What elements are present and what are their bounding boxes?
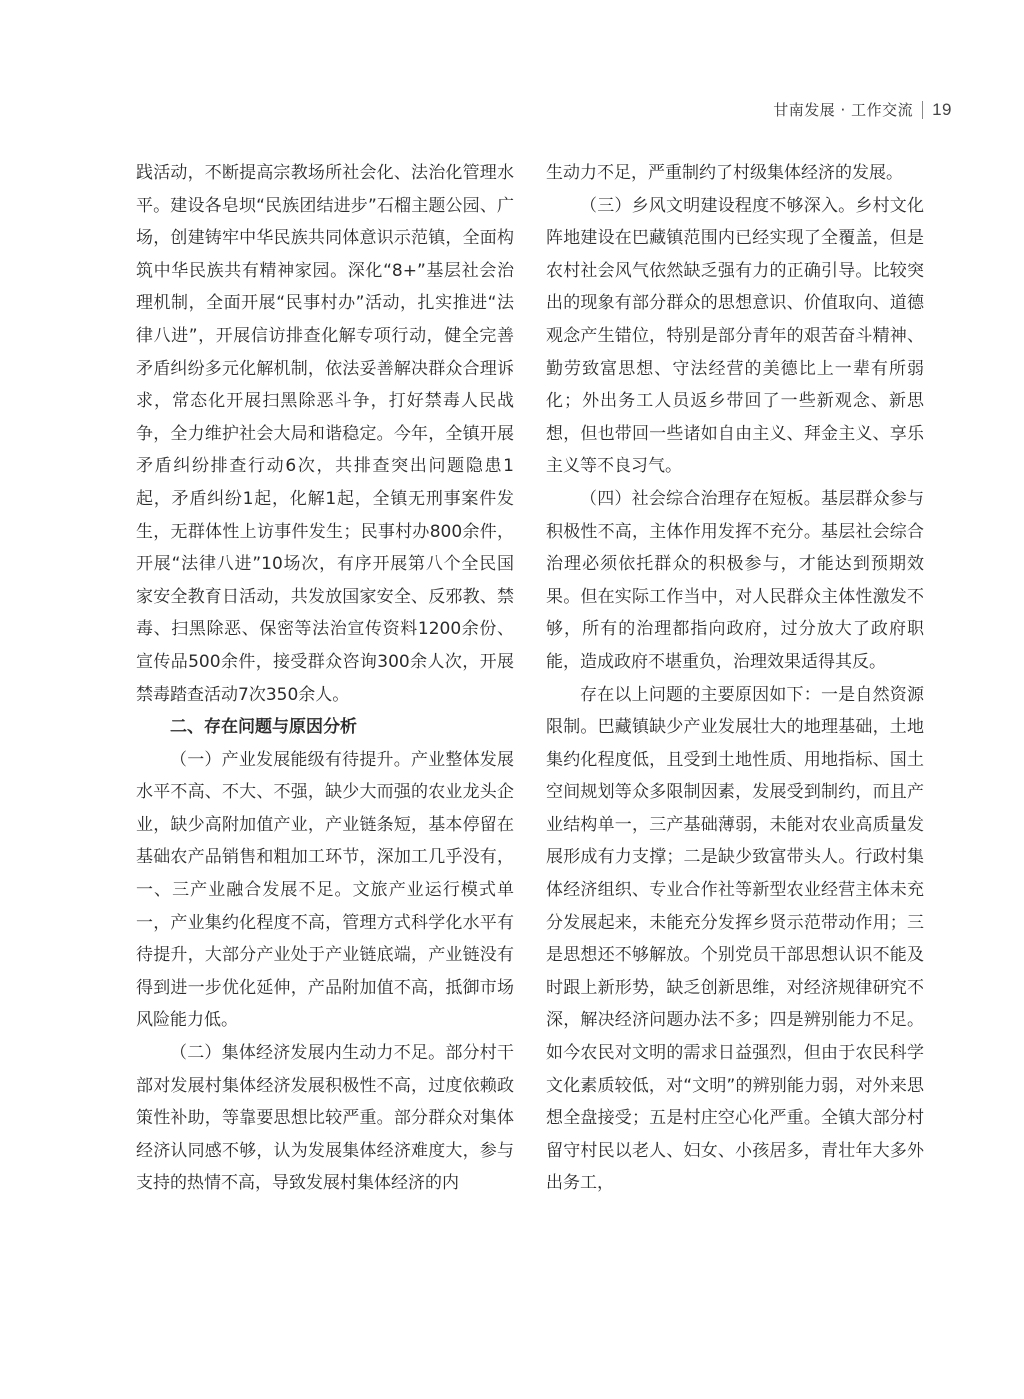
header-divider xyxy=(922,101,923,119)
paragraph: （二）集体经济发展内生动力不足。部分村干部对发展村集体经济发展积极性不高，过度依赖政策性补助，等靠要思想比较严重。部分群众对集体经济认同感不够，认为发展集体经济难度大，参与支持的热情不高，导致发展村集体经济的内 xyxy=(136,1043,514,1194)
running-header xyxy=(773,99,952,120)
right-column xyxy=(546,157,924,1200)
paragraph: （三）乡风文明建设程度不够深入。乡村文化阵地建设在巴藏镇范围内已经实现了全覆盖，但是农村社会风气依然缺乏强有力的正确引导。比较突出的现象有部分群众的思想意识、价值取向、道德观念产生错位，特别是部分青年的艰苦奋斗精神、勤劳致富思想、守法经营的美德比上一辈有所弱化；外出务工人员返乡带回了一些新观念、新思想，但也带回一些诸如自由主义、拜金主义、享乐主义等不良习气。 xyxy=(546,195,924,477)
paragraph: （四）社会综合治理存在短板。基层群众参与积极性不高，主体作用发挥不充分。基层社会综合治理必须依托群众的积极参与，才能达到预期效果。但在实际工作当中，对人民群众主体性激发不够，所有的治理都指向政府，过分放大了政府职能，造成政府不堪重负，治理效果适得其反。 xyxy=(546,488,924,672)
left-column xyxy=(136,157,514,1200)
section-title: 甘南发展 · 工作交流 xyxy=(773,101,914,119)
page-number: 19 xyxy=(932,99,952,119)
paragraph: 践活动，不断提高宗教场所社会化、法治化管理水平。建设各皂坝“民族团结进步”石榴主题公园、广场，创建铸牢中华民族共同体意识示范镇，全面构筑中华民族共有精神家园。深化“8+”基层社会治理机制，全面开展“民事村办”活动，扎实推进“法律八进”，开展信访排查化解专项行动，健全完善矛盾纠纷多元化解机制，依法妥善解决群众合理诉求，常态化开展扫黑除恶斗争，打好禁毒人民战争，全力维护社会大局和谐稳定。今年，全镇开展矛盾纠纷排查行动6次，共排查突出问题隐患1起，矛盾纠纷1起，化解1起，全镇无刑事案件发生，无群体性上访事件发生；民事村办800余件，开展“法律八进”10场次，有序开展第八个全民国家安全教育日活动，共发放国家安全、反邪教、禁毒、扫黑除恶、保密等法治宣传资料1200余份、宣传品500余件，接受群众咨询300余人次，开展禁毒踏查活动7次350余人。 xyxy=(136,163,514,705)
section-heading: 二、存在问题与原因分析 xyxy=(170,717,357,738)
paragraph: 存在以上问题的主要原因如下：一是自然资源限制。巴藏镇缺少产业发展壮大的地理基础，土地集约化程度低，且受到土地性质、用地指标、国土空间规划等众多限制因素，发展受到制约，而且产业结构单一，三产基础薄弱，未能对农业高质量发展形成有力支撑；二是缺少致富带头人。行政村集体经济组织、专业合作社等新型农业经营主体未充分发展起来，未能充分发挥乡贤示范带动作用；三是思想还不够解放。个别党员干部思想认识不能及时跟上新形势，缺乏创新思维，对经济规律研究不深，解决经济问题办法不多；四是辨别能力不足。如今农民对文明的需求日益强烈，但由于农民科学文化素质较低，对“文明”的辨别能力弱，对外来思想全盘接受；五是村庄空心化严重。全镇大部分村留守村民以老人、妇女、小孩居多，青壮年大多外出务工， xyxy=(546,684,924,1194)
paragraph: 生动力不足，严重制约了村级集体经济的发展。 xyxy=(546,163,903,183)
paragraph: （一）产业发展能级有待提升。产业整体发展水平不高、不大、不强，缺少大而强的农业龙头企业，缺少高附加值产业，产业链条短，基本停留在基础农产品销售和粗加工环节，深加工几乎没有，一、三产业融合发展不足。文旅产业运行模式单一，产业集约化程度不高，管理方式科学化水平有待提升，大部分产业处于产业链底端，产业链没有得到进一步优化延伸，产品附加值不高，抵御市场风险能力低。 xyxy=(136,749,514,1031)
